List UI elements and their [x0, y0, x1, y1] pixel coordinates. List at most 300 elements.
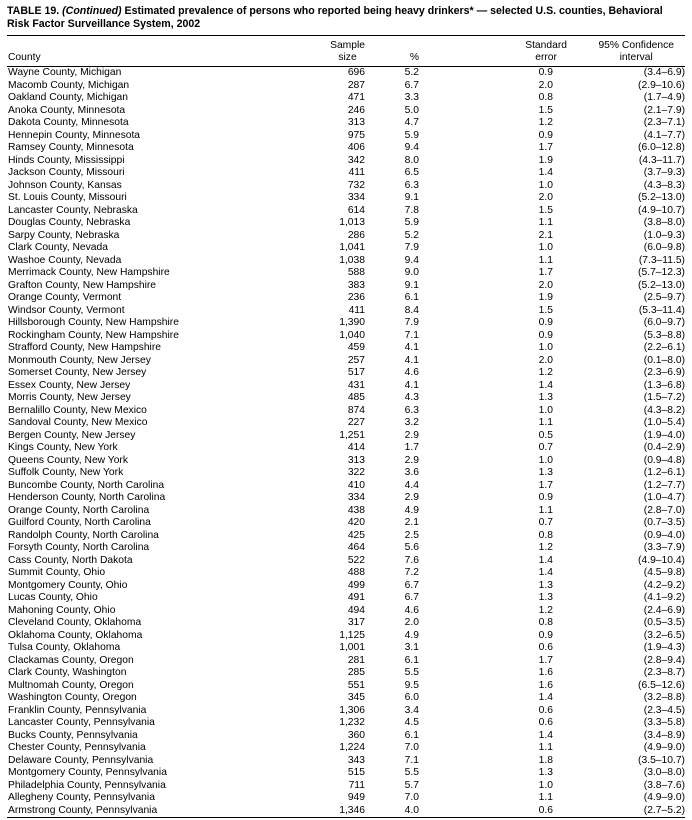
col-header-se-line2: error [535, 51, 557, 63]
standard-error-cell: 0.9 [538, 317, 553, 328]
standard-error-cell: 1.4 [538, 167, 553, 178]
confidence-interval-cell: (1.9–4.0) [643, 429, 685, 441]
percent-cell: 6.7 [404, 579, 419, 591]
sample-size-cell: 1,306 [339, 704, 365, 716]
percent-cell: 4.5 [404, 717, 419, 728]
county-cell: Lucas County, Ohio [8, 592, 98, 603]
county-cell: Orange County, Vermont [8, 292, 122, 303]
county-cell: Henderson County, North Carolina [8, 492, 166, 503]
percent-cell: 7.1 [404, 329, 419, 341]
sample-size-cell: 491 [347, 592, 365, 603]
percent-cell: 2.9 [404, 492, 419, 503]
percent-cell: 7.0 [404, 742, 419, 753]
percent-cell: 5.0 [404, 104, 419, 116]
sample-size-cell: 696 [347, 67, 365, 78]
table-row [7, 767, 685, 780]
standard-error-cell: 1.3 [538, 767, 553, 778]
county-cell: Clark County, Nevada [8, 242, 108, 253]
table-row [7, 592, 685, 605]
confidence-interval-cell: (0.4–2.9) [643, 442, 685, 453]
percent-cell: 7.6 [404, 554, 419, 566]
county-cell: Clark County, Washington [8, 667, 127, 678]
county-cell: Grafton County, New Hampshire [8, 279, 157, 291]
percent-cell: 5.6 [404, 542, 419, 553]
table-row [7, 505, 685, 518]
standard-error-cell: 1.1 [538, 792, 553, 803]
county-cell: Merrimack County, New Hampshire [8, 267, 170, 278]
percent-cell: 5.5 [404, 667, 419, 678]
confidence-interval-cell: (2.4–6.9) [643, 604, 685, 616]
sample-size-cell: 334 [347, 492, 365, 503]
standard-error-cell: 1.0 [538, 454, 553, 466]
sample-size-cell: 246 [347, 104, 365, 116]
confidence-interval-cell: (3.0–8.0) [643, 767, 685, 778]
percent-cell: 4.0 [404, 804, 419, 816]
confidence-interval-cell: (3.3–5.8) [643, 717, 685, 728]
percent-cell: 4.6 [404, 604, 419, 616]
county-cell: Strafford County, New Hampshire [8, 342, 161, 353]
standard-error-cell: 0.8 [538, 92, 553, 103]
standard-error-cell: 1.8 [538, 754, 553, 766]
standard-error-cell: 1.4 [538, 729, 553, 741]
confidence-interval-cell: (3.4–8.9) [643, 729, 685, 741]
standard-error-cell: 0.7 [538, 442, 553, 453]
standard-error-cell: 0.9 [538, 492, 553, 503]
percent-cell: 5.5 [404, 767, 419, 778]
percent-cell: 4.9 [404, 504, 419, 516]
standard-error-cell: 1.0 [538, 404, 553, 416]
table-row [7, 442, 685, 455]
sample-size-cell: 459 [347, 342, 365, 353]
standard-error-cell: 0.5 [538, 429, 553, 441]
sample-size-cell: 281 [347, 654, 365, 666]
table-row [7, 517, 685, 530]
confidence-interval-cell: (4.1–7.7) [643, 129, 685, 141]
county-cell: Lancaster County, Nebraska [8, 204, 138, 216]
confidence-interval-cell: (1.0–5.4) [643, 417, 685, 428]
confidence-interval-cell: (1.3–6.8) [643, 379, 685, 391]
county-cell: Rockingham County, New Hampshire [8, 329, 179, 341]
sample-size-cell: 711 [348, 779, 365, 791]
standard-error-cell: 1.1 [538, 742, 553, 753]
confidence-interval-cell: (4.9–10.4) [638, 554, 685, 566]
county-cell: Bernalillo County, New Mexico [8, 404, 147, 416]
confidence-interval-cell: (0.7–3.5) [643, 517, 685, 528]
percent-cell: 3.2 [404, 417, 419, 428]
sample-size-cell: 588 [347, 267, 365, 278]
standard-error-cell: 0.6 [538, 704, 553, 716]
percent-cell: 2.9 [404, 454, 419, 466]
table-header [7, 36, 685, 67]
table-row [7, 367, 685, 380]
confidence-interval-cell: (4.5–9.8) [643, 567, 685, 578]
col-header-percent [367, 36, 421, 67]
table-row [7, 342, 685, 355]
prevalence-table [7, 36, 685, 818]
table-title-continued: (Continued) [62, 5, 122, 17]
standard-error-cell: 0.6 [538, 804, 553, 816]
table-row [7, 255, 685, 268]
sample-size-cell: 975 [347, 129, 365, 141]
standard-error-cell: 1.3 [538, 592, 553, 603]
standard-error-cell: 1.1 [538, 254, 553, 266]
table-row [7, 267, 685, 280]
standard-error-cell: 1.7 [538, 654, 553, 666]
county-cell: Hennepin County, Minnesota [8, 129, 141, 141]
standard-error-cell: 1.5 [538, 304, 553, 316]
sample-size-cell: 438 [347, 504, 365, 516]
confidence-interval-cell: (5.3–8.8) [643, 329, 685, 341]
standard-error-cell: 0.9 [538, 629, 553, 641]
percent-cell: 5.9 [404, 217, 419, 228]
county-cell: Tulsa County, Oklahoma [8, 642, 121, 653]
sample-size-cell: 322 [347, 467, 365, 478]
standard-error-cell: 1.0 [538, 242, 553, 253]
confidence-interval-cell: (3.2–6.5) [643, 629, 685, 641]
table-row [7, 742, 685, 755]
confidence-interval-cell: (4.3–11.7) [638, 154, 685, 166]
standard-error-cell: 0.8 [538, 617, 553, 628]
standard-error-cell: 1.6 [538, 667, 553, 678]
sample-size-cell: 257 [347, 354, 365, 366]
standard-error-cell: 0.8 [538, 529, 553, 541]
sample-size-cell: 313 [347, 117, 365, 128]
percent-cell: 9.4 [404, 142, 419, 153]
sample-size-cell: 334 [347, 192, 365, 203]
table-row [7, 355, 685, 368]
table-row [7, 80, 685, 93]
sample-size-cell: 285 [347, 667, 365, 678]
sample-size-cell: 411 [348, 167, 365, 178]
table-row [7, 305, 685, 318]
county-cell: Washington County, Oregon [8, 692, 137, 703]
confidence-interval-cell: (6.0–9.8) [643, 242, 685, 253]
standard-error-cell: 0.9 [538, 329, 553, 341]
table-row [7, 380, 685, 393]
table-row [7, 630, 685, 643]
table-row [7, 555, 685, 568]
sample-size-cell: 345 [347, 692, 365, 703]
sample-size-cell: 732 [347, 179, 365, 191]
table-title-text: Estimated prevalence of persons who reported being heavy drinkers* — selected U.S. counties, Behavioral Risk Factor Surveillance System, 2002 [7, 5, 663, 30]
county-cell: Windsor County, Vermont [8, 304, 125, 316]
sample-size-cell: 411 [348, 304, 365, 316]
confidence-interval-cell: (4.9–9.0) [643, 742, 685, 753]
percent-cell: 4.6 [404, 367, 419, 378]
confidence-interval-cell: (2.3–4.5) [643, 704, 685, 716]
percent-cell: 9.1 [404, 279, 419, 291]
county-cell: Bergen County, New Jersey [8, 429, 136, 441]
standard-error-cell: 1.2 [538, 604, 553, 616]
table-row [7, 542, 685, 555]
sample-size-cell: 313 [347, 454, 365, 466]
confidence-interval-cell: (5.2–13.0) [638, 279, 685, 291]
percent-cell: 7.8 [404, 204, 419, 216]
sample-size-cell: 227 [347, 417, 365, 428]
confidence-interval-cell: (7.3–11.5) [638, 254, 685, 266]
county-cell: Franklin County, Pennsylvania [8, 704, 147, 716]
percent-cell: 2.1 [404, 517, 419, 528]
county-cell: Wayne County, Michigan [8, 67, 122, 78]
sample-size-cell: 286 [347, 229, 365, 241]
county-cell: St. Louis County, Missouri [8, 192, 127, 203]
standard-error-cell: 1.6 [538, 679, 553, 691]
table-title [7, 5, 685, 36]
sample-size-cell: 949 [347, 792, 365, 803]
col-header-sample-size [307, 36, 367, 67]
sample-size-cell: 517 [347, 367, 365, 378]
percent-cell: 3.6 [404, 467, 419, 478]
sample-size-cell: 420 [347, 517, 365, 528]
sample-size-cell: 406 [347, 142, 365, 153]
sample-size-cell: 1,346 [339, 804, 365, 816]
county-cell: Queens County, New York [8, 454, 129, 466]
table-row [7, 805, 685, 818]
county-cell: Armstrong County, Pennsylvania [8, 804, 158, 816]
percent-cell: 4.1 [404, 379, 419, 391]
table-row [7, 292, 685, 305]
percent-cell: 9.4 [404, 254, 419, 266]
confidence-interval-cell: (1.9–4.3) [643, 642, 685, 653]
county-cell: Douglas County, Nebraska [8, 217, 131, 228]
sample-size-cell: 425 [347, 529, 365, 541]
sample-size-cell: 464 [347, 542, 365, 553]
percent-cell: 3.3 [404, 92, 419, 103]
sample-size-cell: 1,001 [339, 642, 365, 653]
confidence-interval-cell: (3.7–9.3) [643, 167, 685, 178]
confidence-interval-cell: (4.3–8.3) [643, 179, 685, 191]
table-row [7, 780, 685, 793]
col-header-se-line1: Standard [525, 40, 567, 51]
sample-size-cell: 410 [347, 479, 365, 491]
sample-size-cell: 1,390 [339, 317, 365, 328]
standard-error-cell: 1.5 [538, 104, 553, 116]
standard-error-cell: 1.1 [538, 417, 553, 428]
county-cell: Essex County, New Jersey [8, 379, 131, 391]
table-row [7, 755, 685, 768]
county-cell: Macomb County, Michigan [8, 79, 130, 91]
col-header-standard-error [421, 36, 567, 67]
percent-cell: 7.1 [404, 754, 419, 766]
table-row [7, 730, 685, 743]
standard-error-cell: 1.4 [538, 554, 553, 566]
percent-cell: 8.4 [404, 304, 419, 316]
standard-error-cell: 1.2 [538, 117, 553, 128]
confidence-interval-cell: (4.9–10.7) [638, 204, 685, 216]
sample-size-cell: 874 [347, 404, 365, 416]
col-header-ci-line2: interval [619, 51, 653, 63]
confidence-interval-cell: (0.9–4.0) [643, 529, 685, 541]
percent-cell: 6.7 [404, 592, 419, 603]
table-row [7, 130, 685, 143]
county-cell: Morris County, New Jersey [8, 392, 131, 403]
standard-error-cell: 0.9 [538, 67, 553, 78]
table-row [7, 242, 685, 255]
percent-cell: 6.1 [404, 729, 419, 741]
county-cell: Philadelphia County, Pennsylvania [8, 779, 166, 791]
percent-cell: 5.7 [404, 779, 419, 791]
county-cell: Multnomah County, Oregon [8, 679, 134, 691]
confidence-interval-cell: (4.1–9.2) [643, 592, 685, 603]
confidence-interval-cell: (0.5–3.5) [643, 617, 685, 628]
standard-error-cell: 1.3 [538, 392, 553, 403]
confidence-interval-cell: (5.7–12.3) [638, 267, 685, 278]
standard-error-cell: 1.9 [538, 292, 553, 303]
sample-size-cell: 383 [347, 279, 365, 291]
sample-size-cell: 1,041 [339, 242, 365, 253]
table-row [7, 580, 685, 593]
table-row [7, 792, 685, 805]
county-cell: Oakland County, Michigan [8, 92, 129, 103]
table-row [7, 117, 685, 130]
confidence-interval-cell: (5.2–13.0) [638, 192, 685, 203]
confidence-interval-cell: (2.1–7.9) [643, 104, 685, 116]
standard-error-cell: 1.0 [538, 342, 553, 353]
confidence-interval-cell: (2.8–9.4) [643, 654, 685, 666]
sample-size-cell: 551 [347, 679, 365, 691]
standard-error-cell: 1.4 [538, 692, 553, 703]
table-row [7, 330, 685, 343]
county-cell: Oklahoma County, Oklahoma [8, 629, 143, 641]
table-row [7, 105, 685, 118]
sample-size-cell: 236 [347, 292, 365, 303]
county-cell: Cass County, North Dakota [8, 554, 133, 566]
table-row [7, 392, 685, 405]
sample-size-cell: 1,038 [339, 254, 365, 266]
standard-error-cell: 1.1 [538, 217, 553, 228]
sample-size-cell: 1,224 [339, 742, 365, 753]
table-row [7, 617, 685, 630]
county-cell: Dakota County, Minnesota [8, 117, 129, 128]
percent-cell: 4.3 [404, 392, 419, 403]
table-row [7, 667, 685, 680]
sample-size-cell: 1,040 [339, 329, 365, 341]
table-row [7, 492, 685, 505]
confidence-interval-cell: (0.9–4.8) [643, 454, 685, 466]
table-row [7, 67, 685, 80]
sample-size-cell: 1,251 [339, 429, 365, 441]
county-cell: Montgomery County, Pennsylvania [8, 767, 167, 778]
percent-cell: 4.1 [404, 342, 419, 353]
standard-error-cell: 1.7 [538, 267, 553, 278]
county-cell: Suffolk County, New York [8, 467, 124, 478]
standard-error-cell: 1.3 [538, 467, 553, 478]
county-cell: Kings County, New York [8, 442, 118, 453]
percent-cell: 6.5 [404, 167, 419, 178]
sample-size-cell: 614 [347, 204, 365, 216]
table-row [7, 655, 685, 668]
sample-size-cell: 317 [347, 617, 365, 628]
percent-cell: 9.1 [404, 192, 419, 203]
percent-cell: 3.1 [404, 642, 419, 653]
standard-error-cell: 1.4 [538, 379, 553, 391]
county-cell: Anoka County, Minnesota [8, 104, 126, 116]
county-cell: Somerset County, New Jersey [8, 367, 147, 378]
standard-error-cell: 2.0 [538, 279, 553, 291]
table-row [7, 605, 685, 618]
county-cell: Clackamas County, Oregon [8, 654, 134, 666]
sample-size-cell: 360 [347, 729, 365, 741]
table-row [7, 280, 685, 293]
percent-cell: 9.0 [404, 267, 419, 278]
percent-cell: 5.2 [404, 67, 419, 78]
col-header-sample-line2: size [338, 51, 357, 63]
table-row [7, 217, 685, 230]
standard-error-cell: 1.7 [538, 142, 553, 153]
sample-size-cell: 485 [347, 392, 365, 403]
sample-size-cell: 522 [347, 554, 365, 566]
confidence-interval-cell: (1.5–7.2) [643, 392, 685, 403]
percent-cell: 5.2 [404, 229, 419, 241]
confidence-interval-cell: (6.5–12.6) [638, 679, 685, 691]
col-header-ci-line1: 95% Confidence [598, 40, 674, 51]
percent-cell: 1.7 [404, 442, 419, 453]
percent-cell: 7.9 [404, 242, 419, 253]
percent-cell: 4.4 [404, 479, 419, 491]
confidence-interval-cell: (1.7–4.9) [643, 92, 685, 103]
confidence-interval-cell: (3.5–10.7) [638, 754, 685, 766]
standard-error-cell: 1.0 [538, 779, 553, 791]
standard-error-cell: 0.7 [538, 517, 553, 528]
confidence-interval-cell: (5.3–11.4) [638, 304, 685, 316]
county-cell: Mahoning County, Ohio [8, 604, 116, 616]
county-cell: Orange County, North Carolina [8, 504, 150, 516]
standard-error-cell: 1.2 [538, 542, 553, 553]
percent-cell: 7.2 [404, 567, 419, 578]
county-cell: Summit County, Ohio [8, 567, 106, 578]
col-header-percent-symbol: % [409, 51, 419, 63]
confidence-interval-cell: (3.3–7.9) [643, 542, 685, 553]
table-row [7, 480, 685, 493]
table-body [7, 67, 685, 818]
table-row [7, 192, 685, 205]
col-header-sample-line1: Sample [330, 40, 365, 51]
table-row [7, 530, 685, 543]
county-cell: Ramsey County, Minnesota [8, 142, 134, 153]
percent-cell: 9.5 [404, 679, 419, 691]
county-cell: Delaware County, Pennsylvania [8, 754, 154, 766]
county-cell: Hinds County, Mississippi [8, 154, 125, 166]
county-cell: Allegheny County, Pennsylvania [8, 792, 155, 803]
sample-size-cell: 342 [347, 154, 365, 166]
county-cell: Forsyth County, North Carolina [8, 542, 150, 553]
standard-error-cell: 0.6 [538, 717, 553, 728]
table-row [7, 717, 685, 730]
percent-cell: 6.1 [404, 292, 419, 303]
standard-error-cell: 1.0 [538, 179, 553, 191]
table-row [7, 230, 685, 243]
header-row [7, 36, 685, 67]
percent-cell: 4.7 [404, 117, 419, 128]
percent-cell: 7.0 [404, 792, 419, 803]
table-title-label: TABLE 19. [7, 5, 60, 17]
county-cell: Chester County, Pennsylvania [8, 742, 146, 753]
percent-cell: 2.9 [404, 429, 419, 441]
sample-size-cell: 1,232 [339, 717, 365, 728]
table-row [7, 92, 685, 105]
standard-error-cell: 0.6 [538, 642, 553, 653]
table-row [7, 317, 685, 330]
percent-cell: 6.3 [404, 179, 419, 191]
standard-error-cell: 1.1 [538, 504, 553, 516]
sample-size-cell: 287 [347, 79, 365, 91]
confidence-interval-cell: (2.2–6.1) [643, 342, 685, 353]
table-row [7, 705, 685, 718]
standard-error-cell: 2.0 [538, 192, 553, 203]
standard-error-cell: 1.4 [538, 567, 553, 578]
table-row [7, 642, 685, 655]
table-row [7, 142, 685, 155]
